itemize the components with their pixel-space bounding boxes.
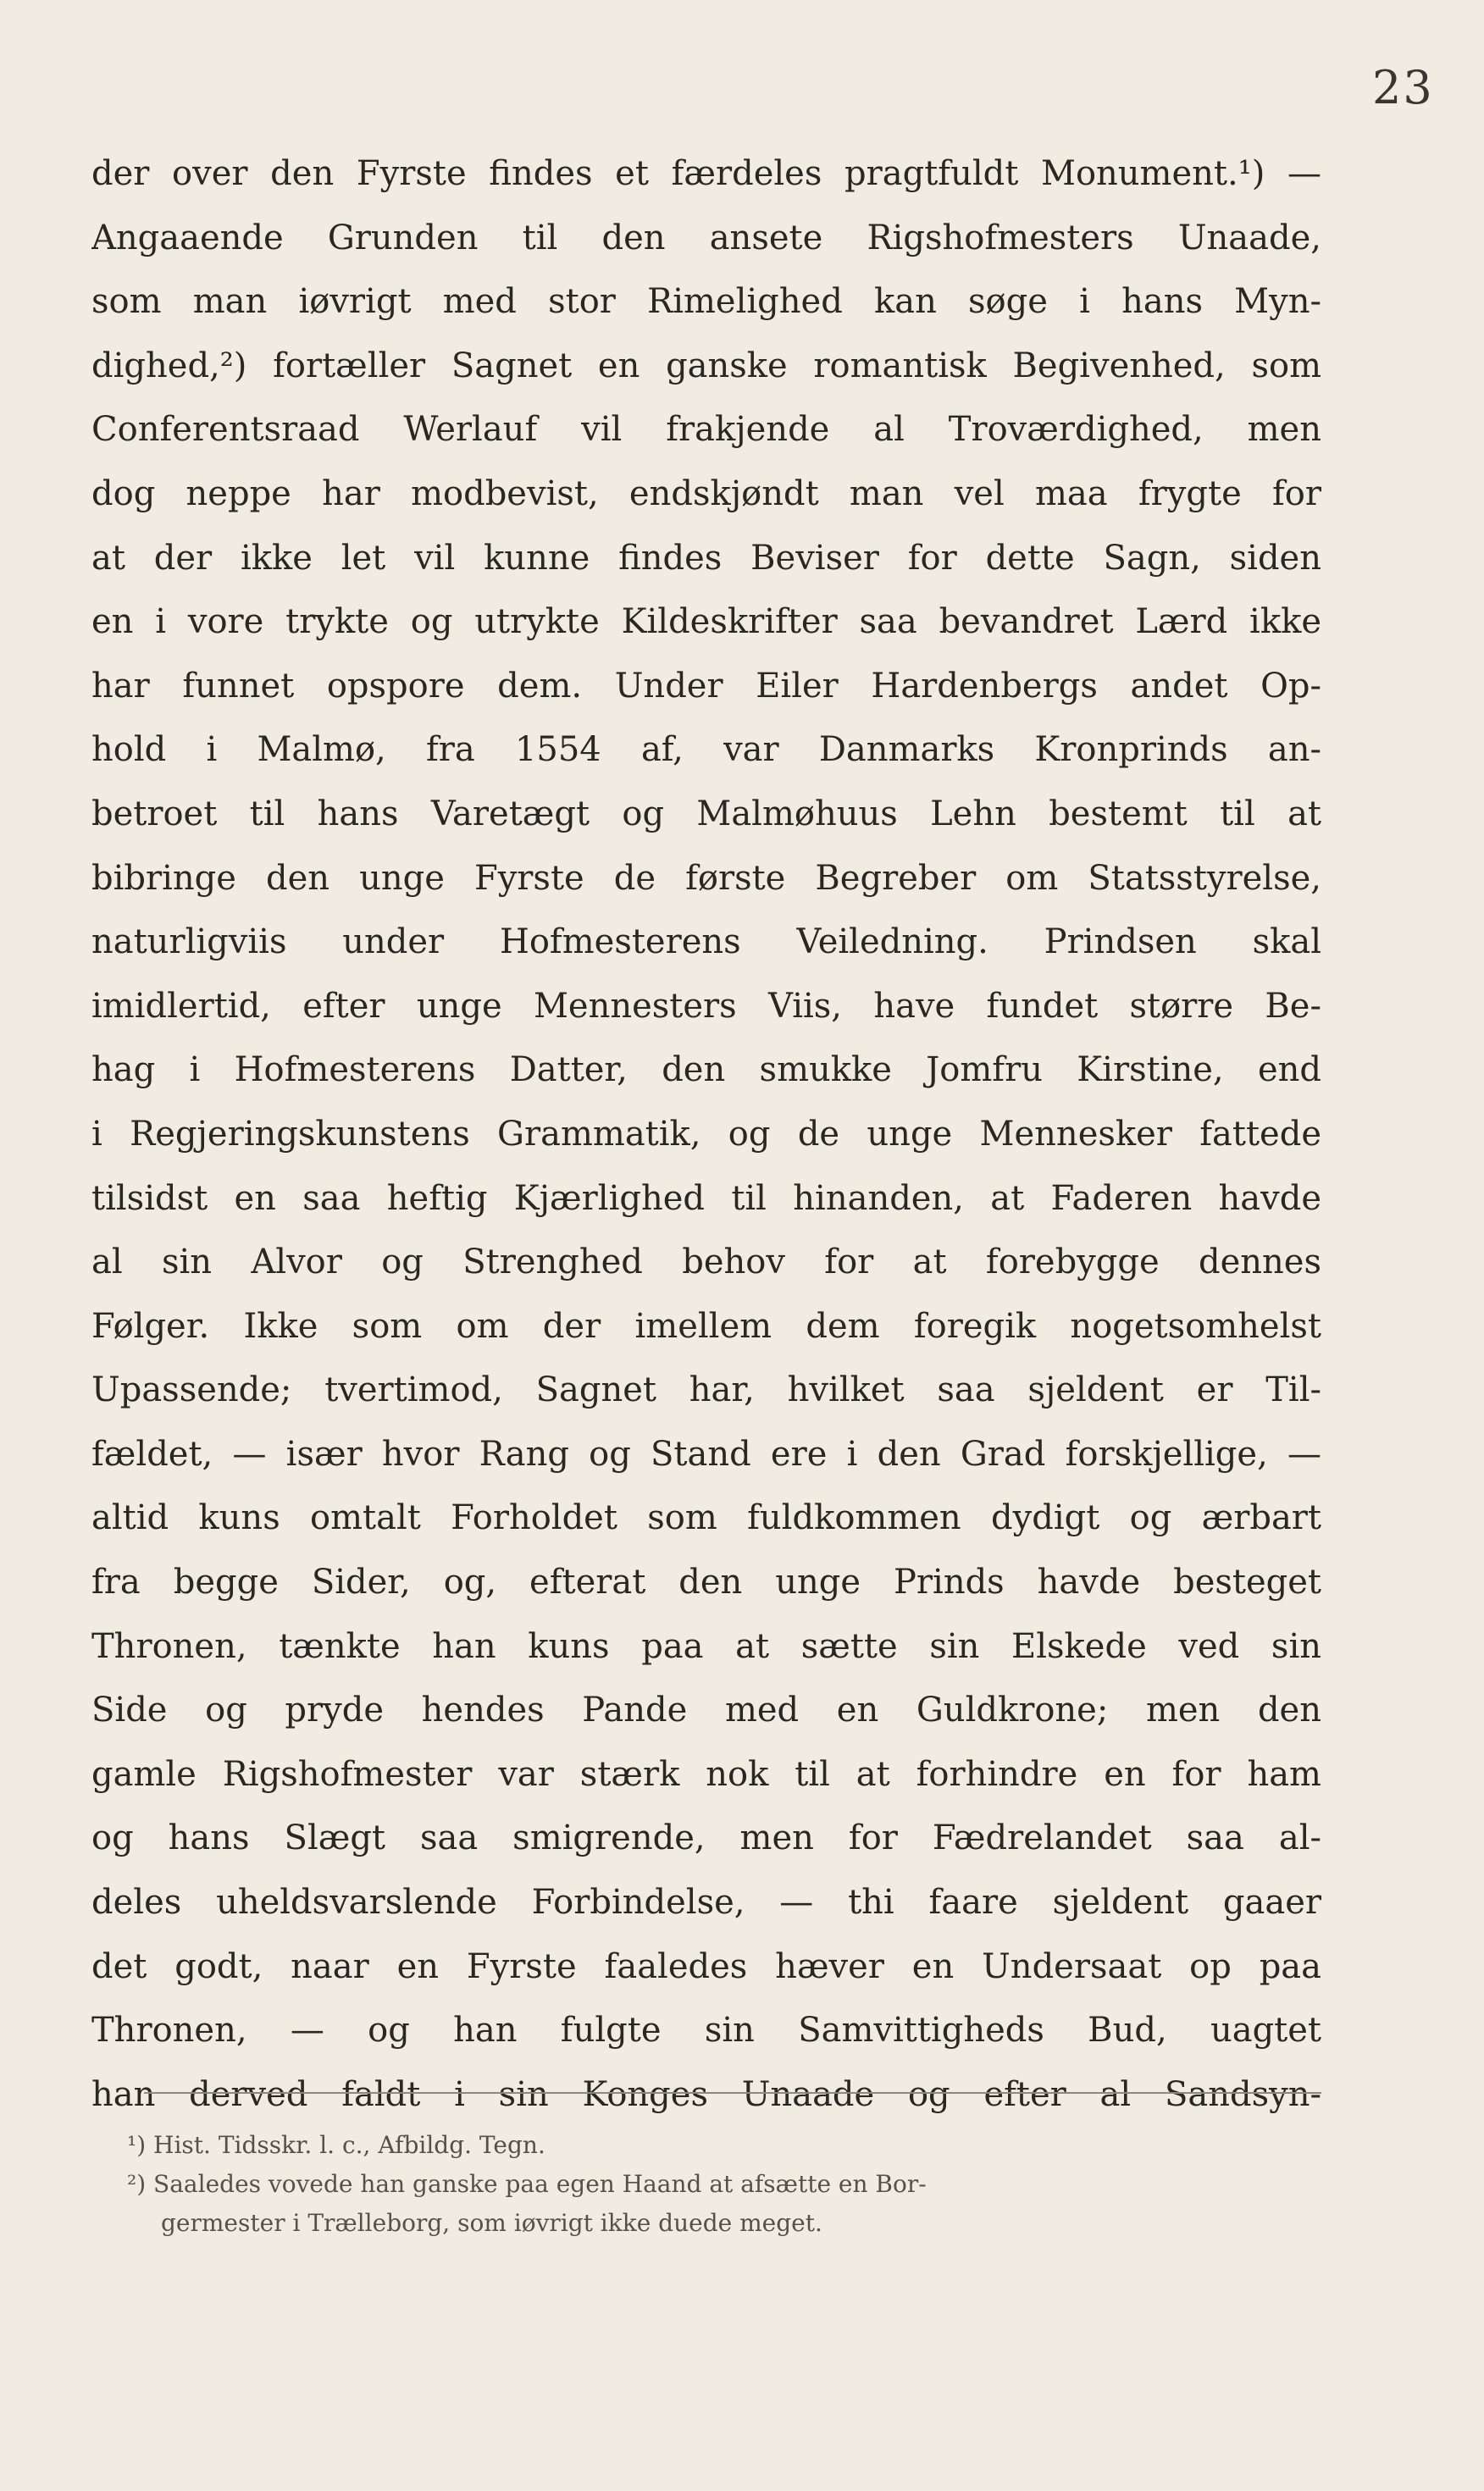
text-line: betroet til hans Varetægt og Malmøhuus Lehn bestemt til at — [91, 794, 1321, 833]
text-line: en i vore trykte og utrykte Kildeskrifter saa bevandret Lærd ikke — [91, 602, 1321, 642]
text-line: gamle Rigshofmester var stærk nok til at forhindre en for ham — [91, 1754, 1321, 1794]
text-line: Følger. Ikke som om der imellem dem foregik nogetsomhelst — [91, 1306, 1321, 1346]
text-line: dog neppe har modbevist, endskjøndt man vel maa frygte for — [91, 473, 1321, 513]
footnote-divider — [144, 2092, 1321, 2094]
text-line: hag i Hofmesterens Datter, den smukke Jomfru Kirstine, end — [91, 1050, 1321, 1090]
text-line: fældet, — især hvor Rang og Stand ere i den Grad forskjellige, — — [91, 1434, 1321, 1474]
text-line: der over den Fyrste findes et færdeles pragtfuldt Monument.¹) — — [91, 154, 1321, 193]
text-line: bibringe den unge Fyrste de første Begreber om Statsstyrelse, — [91, 858, 1321, 898]
text-line: hold i Malmø, fra 1554 af, var Danmarks Kronprinds an- — [91, 730, 1321, 770]
text-line: imidlertid, efter unge Mennesters Viis, have fundet større Be- — [91, 986, 1321, 1026]
text-line: fra begge Sider, og, efterat den unge Prinds havde besteget — [91, 1563, 1321, 1603]
footnotes — [127, 2126, 1313, 2243]
text-line: Thronen, — og han fulgte sin Samvittigheds Bud, uagtet — [91, 2011, 1321, 2051]
text-line: Thronen, tænkte han kuns paa at sætte sin Elskede ved sin — [91, 1626, 1321, 1666]
text-line: i Regjeringskunstens Grammatik, og de unge Mennesker fattede — [91, 1114, 1321, 1154]
text-line: tilsidst en saa heftig Kjærlighed til hinanden, at Faderen havde — [91, 1178, 1321, 1218]
text-line: Conferentsraad Werlauf vil frakjende al Troværdighed, men — [91, 410, 1321, 450]
text-line: Side og pryde hendes Pande med en Guldkrone; men den — [91, 1691, 1321, 1730]
text-line: det godt, naar en Fyrste faaledes hæver en Undersaat op paa — [91, 1946, 1321, 1986]
footnote-2: ²) Saaledes vovede han ganske paa egen Haand at afsætte en Bor- — [127, 2170, 927, 2198]
text-line: altid kuns omtalt Forholdet som fuldkommen dydigt og ærbart — [91, 1498, 1321, 1538]
footnote-1: ¹) Hist. Tidsskr. l. c., Afbildg. Tegn. — [127, 2131, 545, 2159]
text-line: at der ikke let vil kunne findes Beviser for dette Sagn, siden — [91, 538, 1321, 578]
text-line: og hans Slægt saa smigrende, men for Fædrelandet saa al- — [91, 1818, 1321, 1858]
text-line: deles uheldsvarslende Forbindelse, — thi faare sjeldent gaaer — [91, 1883, 1321, 1923]
page-number: 23 — [1372, 61, 1434, 114]
text-line: Angaaende Grunden til den ansete Rigshofmesters Unaade, — [91, 218, 1321, 257]
text-line: har funnet opspore dem. Under Eiler Hardenbergs andet Op- — [91, 666, 1321, 706]
text-line: som man iøvrigt med stor Rimelighed kan søge i hans Myn- — [91, 282, 1321, 322]
text-line: dighed,²) fortæller Sagnet en ganske romantisk Begivenhed, som — [91, 346, 1321, 385]
text-line: Upassende; tvertimod, Sagnet har, hvilket saa sjeldent er Til- — [91, 1370, 1321, 1410]
text-line: al sin Alvor og Strenghed behov for at forebygge dennes — [91, 1243, 1321, 1282]
body-text — [91, 142, 1321, 2127]
footnote-2-continued: germester i Trælleborg, som iøvrigt ikke duede meget. — [161, 2209, 822, 2237]
text-line: naturligviis under Hofmesterens Veiledning. Prindsen skal — [91, 922, 1321, 962]
text-line: han derved faldt i sin Konges Unaade og efter al Sandsyn- — [91, 2074, 1321, 2114]
